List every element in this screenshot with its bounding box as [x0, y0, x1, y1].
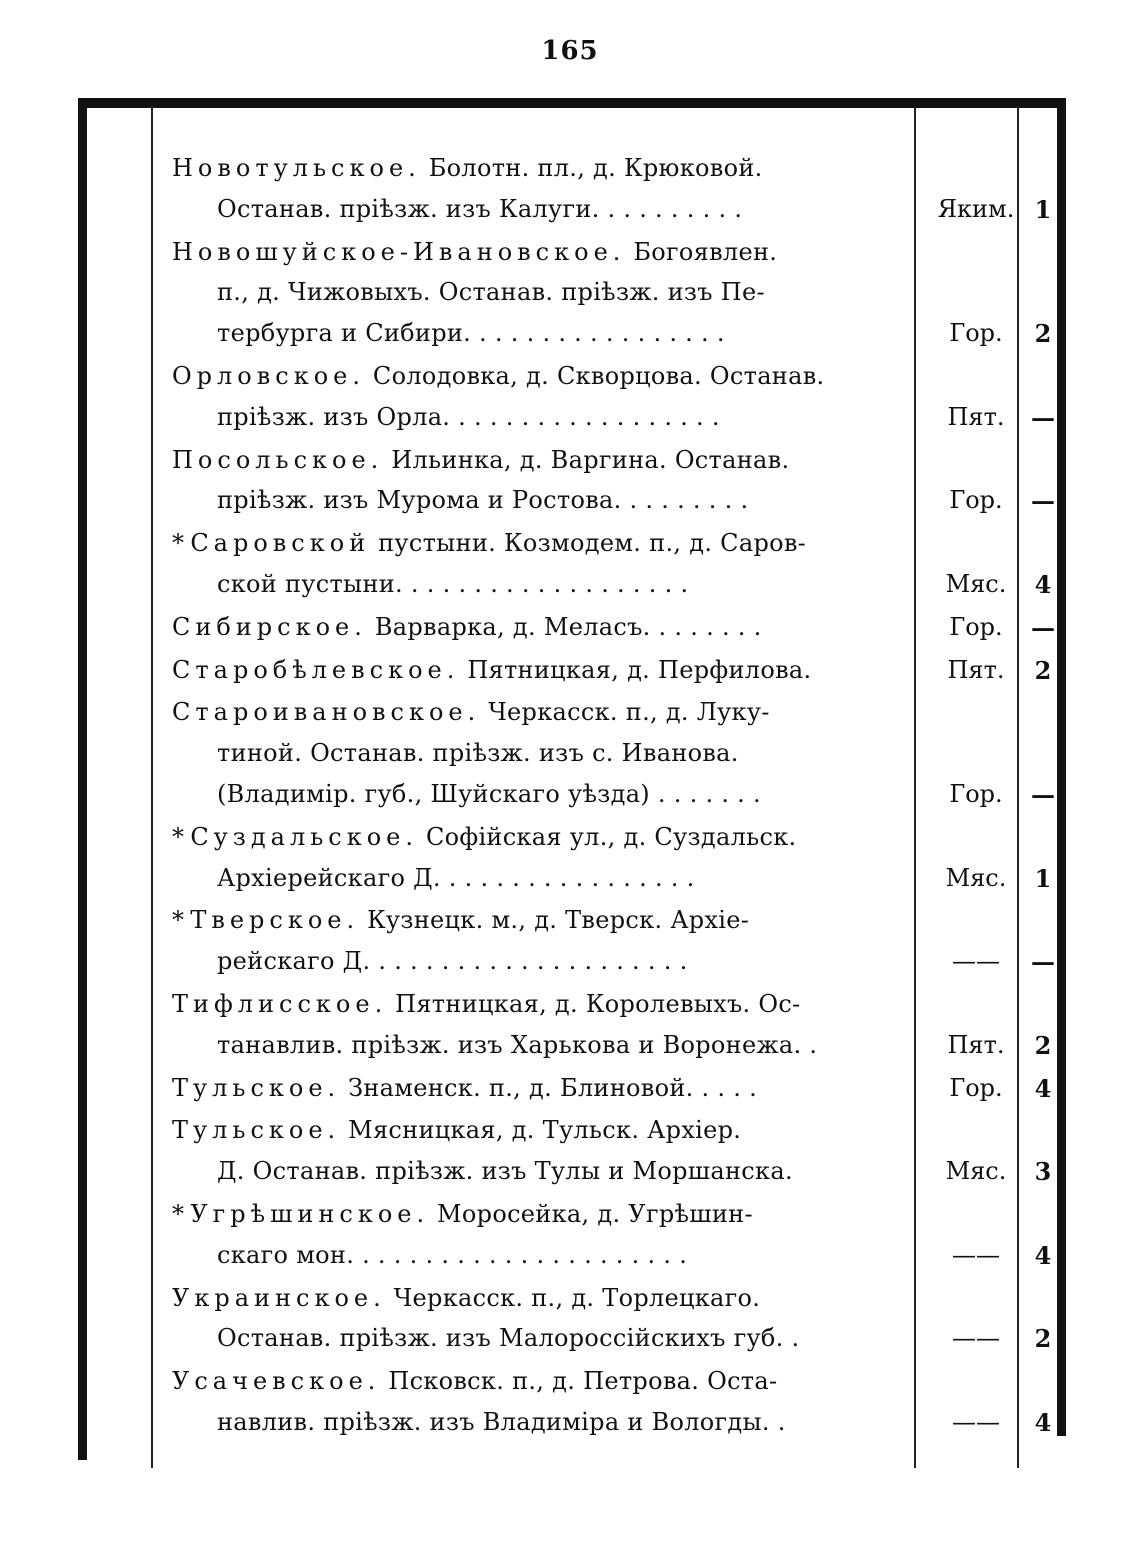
- list-item: [90, 358, 1060, 442]
- number-cell: —: [1031, 779, 1055, 809]
- list-item: [90, 1070, 1060, 1113]
- market-day-cell: Гор.: [949, 779, 1003, 808]
- entry-line: [90, 609, 1060, 650]
- asterisk-mark: *: [172, 906, 185, 935]
- entry-line: [90, 482, 1060, 523]
- entry-continuation-line: [217, 1241, 900, 1269]
- entry-continuation-line: [217, 1157, 900, 1185]
- entry-name: Тифлисское.: [172, 989, 388, 1018]
- entry-continuation-line: [217, 486, 900, 514]
- market-day-cell: Мяс.: [945, 569, 1007, 598]
- entry-line: [90, 1237, 1060, 1278]
- entry-name: Угрѣшинское.: [190, 1199, 430, 1228]
- entry-line: [90, 358, 1060, 399]
- entry-name: Украинское.: [172, 1283, 386, 1312]
- entry-name: Суздальское.: [190, 822, 419, 851]
- page-number: 165: [541, 36, 599, 66]
- entry-description: Варварка, д. Меласъ. . . . . . . .: [374, 612, 762, 641]
- market-day-cell: Гор.: [949, 1073, 1003, 1102]
- list-item: [90, 1280, 1060, 1364]
- asterisk-mark: *: [172, 529, 185, 558]
- entry-heading-line: [172, 1074, 900, 1102]
- number-cell: —: [1031, 947, 1055, 977]
- top-rule: [78, 98, 1066, 108]
- number-cell: 4: [1034, 1407, 1052, 1437]
- entry-description: тербурга и Сибири. . . . . . . . . . . . . . . . .: [217, 319, 725, 348]
- entry-name: Сибирское.: [172, 612, 367, 641]
- entry-description: Пятницкая, д. Королевыхъ. Ос-: [395, 989, 801, 1018]
- entry-name: Старобѣлевское.: [172, 655, 460, 684]
- entry-description: Знаменск. п., д. Блиновой. . . . .: [348, 1073, 757, 1102]
- entry-description: ской пустыни. . . . . . . . . . . . . . . . . . .: [217, 569, 689, 598]
- number-cell: 2: [1034, 1030, 1052, 1060]
- list-item: [90, 819, 1060, 903]
- entry-line: [90, 191, 1060, 232]
- list-item: [90, 442, 1060, 526]
- list-item: [90, 652, 1060, 695]
- entry-heading-line: [172, 1367, 900, 1395]
- entry-description: прiѣзж. изъ Мурома и Ростова. . . . . . . . .: [217, 486, 749, 515]
- list-item: [90, 609, 1060, 652]
- entry-description: Богоявлен.: [633, 237, 778, 266]
- entry-line: [90, 986, 1060, 1027]
- entry-line: [90, 1363, 1060, 1404]
- asterisk-mark: *: [172, 1199, 185, 1228]
- entry-continuation-line: [217, 739, 900, 767]
- entry-heading-line: [172, 362, 900, 390]
- number-cell: —: [1031, 402, 1055, 432]
- entry-description: Архiерейскаго Д. . . . . . . . . . . . . . . . .: [217, 863, 695, 892]
- list-item: [90, 1363, 1060, 1447]
- left-rule: [78, 98, 87, 1460]
- market-day-cell: ——: [952, 1407, 1000, 1436]
- entry-heading-line: [172, 656, 900, 684]
- number-cell: 1: [1034, 194, 1052, 224]
- entry-heading-line: [172, 529, 900, 557]
- entry-name: Староивановское.: [172, 698, 481, 727]
- market-day-cell: ——: [952, 1240, 1000, 1269]
- entry-line: [90, 274, 1060, 315]
- entry-description: рейскаго Д. . . . . . . . . . . . . . . . . . . . .: [217, 947, 688, 976]
- entry-description: Ильинка, д. Варгина. Останав.: [391, 445, 790, 474]
- entry-heading-line: [172, 823, 900, 851]
- entry-description: Пятницкая, д. Перфилова.: [467, 655, 812, 684]
- entry-description: Псковск. п., д. Петрова. Оста-: [388, 1367, 778, 1396]
- number-cell: —: [1031, 486, 1055, 516]
- list-item: [90, 902, 1060, 986]
- market-day-cell: Гор.: [949, 612, 1003, 641]
- entry-line: [90, 1112, 1060, 1153]
- entry-description: тиной. Останав. прiѣзж. изъ с. Иванова.: [217, 739, 739, 768]
- entry-line: [90, 652, 1060, 693]
- entry-continuation-line: [217, 403, 900, 431]
- entry-name: Тверское.: [190, 906, 360, 935]
- entry-line: [90, 776, 1060, 817]
- entries-list: [90, 150, 1060, 1447]
- entry-name: Саровской: [190, 529, 371, 558]
- entry-description: пустыни. Козмодем. п., д. Саров-: [378, 529, 807, 558]
- market-day-cell: Пят.: [947, 1030, 1005, 1059]
- entry-line: [90, 1070, 1060, 1111]
- entry-line: [90, 902, 1060, 943]
- entry-heading-line: [172, 1116, 900, 1144]
- entry-line: [90, 1280, 1060, 1321]
- market-day-cell: Пят.: [947, 402, 1005, 431]
- entry-line: [90, 1404, 1060, 1445]
- number-cell: 4: [1034, 1240, 1052, 1270]
- entry-name: Тульское.: [172, 1116, 341, 1145]
- market-day-cell: ——: [952, 947, 1000, 976]
- entry-description: Софiйская ул., д. Суздальск.: [425, 822, 797, 851]
- entry-name: Посольское.: [172, 445, 384, 474]
- entry-line: [90, 1320, 1060, 1361]
- entry-description: Черкасск. п., д. Луку-: [488, 698, 770, 727]
- entry-description: Останав. прiѣзж. изъ Малороссiйскихъ губ. .: [217, 1324, 800, 1353]
- number-cell: 3: [1034, 1157, 1052, 1187]
- entry-description: Кузнецк. м., д. Тверск. Архiе-: [367, 906, 750, 935]
- entry-description: Моросейка, д. Угрѣшин-: [437, 1199, 753, 1228]
- entry-line: [90, 525, 1060, 566]
- entry-name: Усачевское.: [172, 1367, 381, 1396]
- number-cell: 2: [1034, 1324, 1052, 1354]
- entry-continuation-line: [217, 195, 900, 223]
- list-item: [90, 694, 1060, 818]
- entry-line: [90, 694, 1060, 735]
- market-day-cell: Гор.: [949, 486, 1003, 515]
- entry-description: Болотн. пл., д. Крюковой.: [428, 154, 763, 182]
- entry-heading-line: [172, 906, 900, 934]
- entry-line: [90, 819, 1060, 860]
- list-item: [90, 986, 1060, 1070]
- entry-heading-line: [172, 1200, 900, 1228]
- entry-line: [90, 1196, 1060, 1237]
- entry-description: скаго мон. . . . . . . . . . . . . . . . . . . . . .: [217, 1240, 688, 1269]
- entry-continuation-line: [217, 319, 900, 347]
- list-item: [90, 1112, 1060, 1196]
- entry-continuation-line: [217, 1031, 900, 1059]
- entry-line: [90, 1153, 1060, 1194]
- entry-heading-line: [172, 698, 900, 726]
- entry-name: Тульское.: [172, 1073, 341, 1102]
- entry-line: [90, 234, 1060, 275]
- entry-heading-line: [172, 238, 900, 266]
- entry-description: танавлив. прiѣзж. изъ Харькова и Воронежа. .: [217, 1030, 818, 1059]
- number-cell: —: [1031, 612, 1055, 642]
- market-day-cell: Гор.: [949, 319, 1003, 348]
- entry-continuation-line: [217, 570, 900, 598]
- entry-description: прiѣзж. изъ Орла. . . . . . . . . . . . . . . . . .: [217, 402, 720, 431]
- entry-description: п., д. Чижовыхъ. Останав. прiѣзж. изъ Пе-: [217, 278, 765, 307]
- entry-line: [90, 399, 1060, 440]
- entry-line: [90, 860, 1060, 901]
- list-item: [90, 234, 1060, 358]
- market-day-cell: ——: [952, 1324, 1000, 1353]
- entry-line: [90, 315, 1060, 356]
- entry-heading-line: [172, 990, 900, 1018]
- entry-description: Д. Останав. прiѣзж. изъ Тулы и Моршанска.: [217, 1157, 793, 1186]
- entry-description: навлив. прiѣзж. изъ Владимiра и Вологды. .: [217, 1407, 786, 1436]
- entry-continuation-line: [217, 947, 900, 975]
- entry-heading-line: [172, 1284, 900, 1312]
- entry-line: [90, 1027, 1060, 1068]
- market-day-cell: Мяс.: [945, 863, 1007, 892]
- entry-line: [90, 442, 1060, 483]
- entry-name: Новошуйское-Ивановское.: [172, 237, 626, 266]
- list-item: [90, 1196, 1060, 1280]
- list-item: [90, 525, 1060, 609]
- entry-description: Мясницкая, д. Тульск. Архiер.: [348, 1116, 742, 1145]
- entry-line: [90, 150, 1060, 191]
- entry-heading-line: [172, 613, 900, 641]
- number-cell: 4: [1034, 1073, 1052, 1103]
- entry-name: Новотульское.: [172, 154, 421, 182]
- number-cell: 4: [1034, 569, 1052, 599]
- entry-description: Солодовка, д. Скворцова. Останав.: [372, 361, 825, 390]
- entry-continuation-line: [217, 1408, 900, 1436]
- market-day-cell: Мяс.: [945, 1157, 1007, 1186]
- list-item: [90, 150, 1060, 234]
- number-cell: 2: [1034, 655, 1052, 685]
- entry-continuation-line: [217, 278, 900, 306]
- entry-name: Орловское.: [172, 361, 365, 390]
- entry-line: [90, 566, 1060, 607]
- number-cell: 2: [1034, 319, 1052, 349]
- entry-spacer: [90, 1445, 1060, 1447]
- entry-description: (Владимiр. губ., Шуйскаго уѣзда) . . . . . . .: [217, 779, 761, 808]
- entry-line: [90, 735, 1060, 776]
- entry-continuation-line: [217, 1324, 900, 1352]
- market-day-cell: Яким.: [937, 194, 1015, 223]
- entry-continuation-line: [217, 780, 900, 808]
- asterisk-mark: *: [172, 822, 185, 851]
- entry-continuation-line: [217, 864, 900, 892]
- market-day-cell: Пят.: [947, 655, 1005, 684]
- entry-description: Останав. прiѣзж. изъ Калуги. . . . . . . . . .: [217, 194, 743, 223]
- entry-description: Черкасск. п., д. Торлецкаго.: [393, 1283, 761, 1312]
- number-cell: 1: [1034, 863, 1052, 893]
- entry-line: [90, 943, 1060, 984]
- entry-heading-line: [172, 154, 900, 182]
- entry-heading-line: [172, 446, 900, 474]
